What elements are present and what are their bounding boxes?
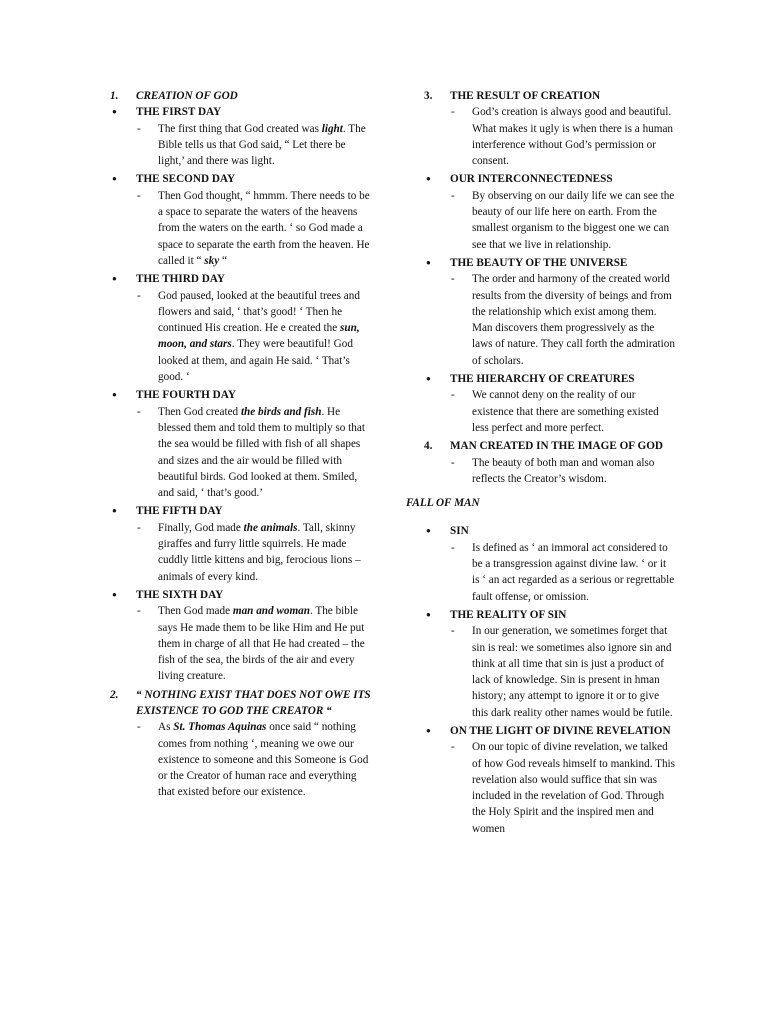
section-3-number: 3. — [424, 90, 433, 102]
fifth-day-heading: ● THE FIFTH DAY — [110, 503, 374, 519]
fourth-day-text-a: Then God created — [158, 405, 241, 418]
first-day-text-a: The first thing that God created was — [158, 122, 322, 135]
beauty-universe-text: - The order and harmony of the created world results from the diversity of beings and from the relationship which exist among them. Man discovers them progressively as the laws of nature. They call forth the admiration of scholars. — [424, 271, 676, 369]
section-3-text: - God’s creation is always good and beautiful. What makes it ugly is when there is a human interference without God’s permission or consent. — [424, 104, 676, 169]
section-4-text: - The beauty of both man and woman also reflects the Creator’s wisdom. — [424, 455, 676, 488]
sin-text: - Is defined as ‘ an immoral act considered to be a transgression against divine law. ‘ or it is ‘ an act regarded as a serious or regrettable fault offense, or omission. — [424, 540, 676, 605]
reality-of-sin-text: - In our generation, we sometimes forget that sin is real: we sometimes also ignore sin and think at all time that sin is just a product of lack of knowledge. Sin is present in hman history; any attempt to ignore it or to give this dark reality other names would be futile. — [424, 623, 676, 721]
section-3-title: THE RESULT OF CREATION — [450, 90, 601, 102]
section-2-text-c: once said “ nothing comes from nothing ‘, meaning we owe our existence to someone and this Someone is God or the Creator of human race and everything that existed before our existence. — [158, 721, 369, 799]
section-4-heading — [424, 438, 676, 454]
left-column — [110, 88, 374, 803]
third-day-text — [110, 288, 374, 386]
section-2-title: “ NOTHING EXIST THAT DOES NOT OWE ITS EXISTENCE TO GOD THE CREATOR “ — [136, 688, 371, 717]
section-2-text — [110, 719, 374, 800]
divine-revelation-text: - On our topic of divine revelation, we talked of how God reveals himself to mankind. This revelation also would suffice that sin was included in the revelation of God. Through the Holy Spirit and the inspired men and women — [424, 739, 676, 837]
sin-heading: ● SIN — [424, 523, 676, 539]
second-day-heading: ● THE SECOND DAY — [110, 171, 374, 187]
fourth-day-heading: ● THE FOURTH DAY — [110, 387, 374, 403]
interconnectedness-heading: ● OUR INTERCONNECTEDNESS — [424, 171, 676, 187]
divine-revelation-heading: ● ON THE LIGHT OF DIVINE REVELATION — [424, 723, 676, 739]
sixth-day-text-c: . The bible says He made them to be like Him and He put them in charge of all that He had created – the fish of the sea, the birds of the air and every living creature. — [158, 605, 365, 683]
fifth-day-text — [110, 520, 374, 585]
sixth-day-text — [110, 603, 374, 684]
fall-of-man-title: FALL OF MAN — [406, 497, 480, 510]
sixth-day-text-a: Then God made — [158, 605, 233, 618]
first-day-text — [110, 121, 374, 170]
section-1-number: 1. — [110, 90, 119, 102]
hierarchy-text: - We cannot deny on the reality of our existence that there are something existed less perfect and more perfect. — [424, 387, 676, 436]
hierarchy-heading: ● THE HIERARCHY OF CREATURES — [424, 371, 676, 387]
fifth-day-emphasis: the animals — [243, 521, 298, 534]
second-day-text-a: Then God thought, “ hmmm. There needs to be a space to separate the waters of the heavens from the waters on the earth. ‘ so God made a space to separate the earth from the heaven. He called it “ — [158, 189, 370, 267]
interconnectedness-text: - By observing on our daily life we can see the beauty of our life here on earth. From the smallest organism to the biggest one we can see that we live in relationship. — [424, 188, 676, 253]
second-day-emphasis: sky — [204, 254, 220, 267]
section-2-heading — [110, 687, 374, 720]
section-4-title: MAN CREATED IN THE IMAGE OF GOD — [450, 440, 663, 453]
section-2-text-a: As — [158, 721, 174, 734]
fourth-day-text-c: . He blessed them and told them to multiply so that the sea would be filled with fish of all shapes and sizes and the air would be filled with beautiful birds. God looked at them. Smiled, and said, ‘ that’s good.’ — [158, 405, 365, 500]
fourth-day-emphasis: the birds and fish — [240, 405, 322, 418]
section-1-heading — [110, 88, 374, 104]
third-day-text-c: . They were beautiful! God looked at them, and again He said. ‘ That’s good. ‘ — [158, 338, 353, 384]
reality-of-sin-heading: ● THE REALITY OF SIN — [424, 607, 676, 623]
second-day-text — [110, 188, 374, 269]
third-day-emphasis: sun, moon, and stars — [158, 322, 360, 351]
section-3-heading — [424, 88, 676, 104]
section-1-title: CREATION OF GOD — [136, 90, 238, 102]
fifth-day-text-c: . Tall, skinny giraffes and furry little squirrels. He made cuddly little kittens and big, ferocious lions – animals of every kind. — [158, 521, 361, 583]
first-day-heading: ● THE FIRST DAY — [110, 104, 374, 120]
section-2-emphasis: St. Thomas Aquinas — [173, 721, 267, 734]
right-column — [406, 88, 676, 839]
first-day-emphasis: light — [321, 122, 343, 135]
section-2-number: 2. — [110, 688, 119, 701]
sixth-day-emphasis: man and woman — [232, 605, 310, 618]
sixth-day-heading: ● THE SIXTH DAY — [110, 587, 374, 603]
fourth-day-text — [110, 404, 374, 502]
third-day-text-a: God paused, looked at the beautiful trees and flowers and said, ‘ that’s good! ‘ Then he continued His creation. He e created the — [158, 289, 360, 335]
first-day-text-c: . The Bible tells us that God said, “ Let there be light,’ and there was light. — [158, 122, 366, 168]
third-day-heading: ● THE THIRD DAY — [110, 271, 374, 287]
section-4-number: 4. — [424, 440, 433, 453]
beauty-universe-heading: ● THE BEAUTY OF THE UNIVERSE — [424, 255, 676, 271]
second-day-text-c: “ — [219, 254, 227, 267]
fifth-day-text-a: Finally, God made — [158, 521, 244, 534]
